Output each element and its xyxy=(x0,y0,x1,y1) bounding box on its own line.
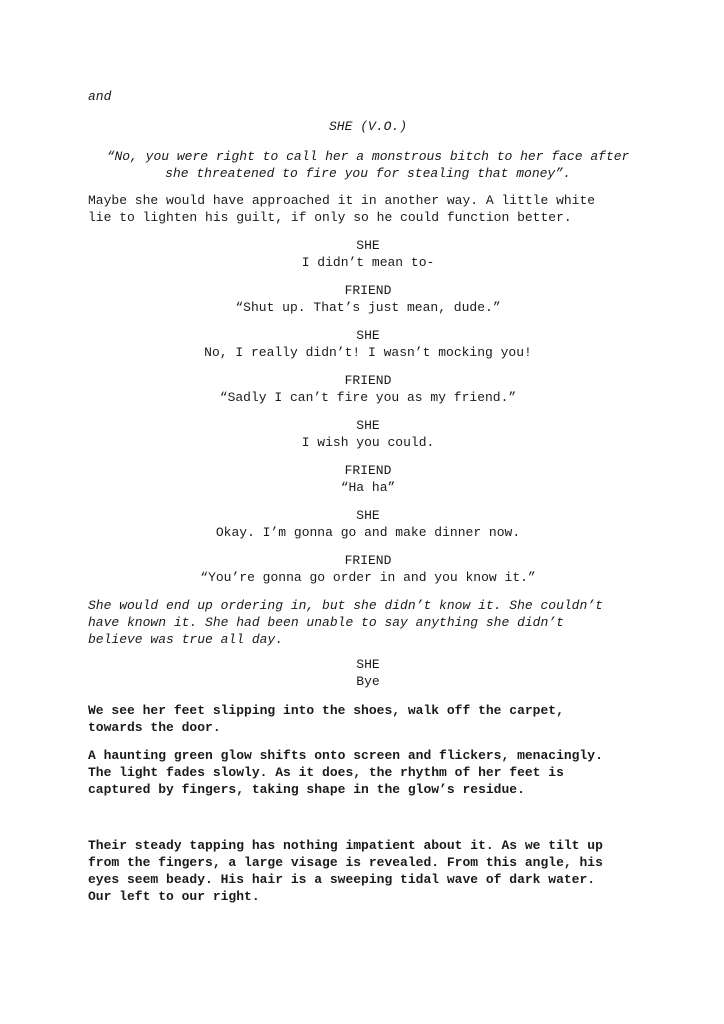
character-name: SHE xyxy=(356,238,380,253)
dialogue-block-2 xyxy=(88,282,648,316)
bold-action-1: We see her feet slipping into the shoes, walk off the carpet, towards the door. xyxy=(88,703,564,735)
dialogue-block-7 xyxy=(88,507,648,541)
character-name: FRIEND xyxy=(344,463,392,478)
character-name: SHE xyxy=(356,657,380,672)
character-name: SHE xyxy=(356,418,380,433)
dialogue-block-5 xyxy=(88,417,648,451)
vo-dialogue: “No, you were right to call her a monstrous bitch to her face after she threatened to fire you for stealing that money”. xyxy=(106,149,630,181)
dialogue-line: I wish you could. xyxy=(301,435,435,450)
dialogue-block-final xyxy=(88,656,648,690)
dialogue-block-8 xyxy=(88,552,648,586)
vo-heading: SHE (V.O.) xyxy=(328,119,407,134)
dialogue-block-1 xyxy=(88,237,648,271)
dialogue-line: “Shut up. That’s just mean, dude.” xyxy=(235,300,501,315)
character-name: FRIEND xyxy=(344,553,392,568)
dialogue-line: “Sadly I can’t fire you as my friend.” xyxy=(219,390,517,405)
dialogue-line: “Ha ha” xyxy=(340,480,396,495)
narration-paragraph: She would end up ordering in, but she didn’t know it. She couldn’t have known it. She had been unable to say anything she didn’t believe was true all day. xyxy=(88,598,603,647)
dialogue-block-3 xyxy=(88,327,648,361)
character-name: SHE xyxy=(356,328,380,343)
character-name: FRIEND xyxy=(344,373,392,388)
character-name: SHE xyxy=(356,508,380,523)
opening-word: and xyxy=(88,89,112,104)
dialogue-line: Okay. I’m gonna go and make dinner now. xyxy=(215,525,521,540)
dialogue-block-4 xyxy=(88,372,648,406)
bold-action-3: Their steady tapping has nothing impatient about it. As we tilt up from the fingers, a large visage is revealed. From this angle, his eyes seem beady. His hair is a sweeping tidal wave of dark water. Our left to our right. xyxy=(88,838,603,904)
bold-action-2: A haunting green glow shifts onto screen and flickers, menacingly. The light fades slowly. As it does, the rhythm of her feet is captured by fingers, taking shape in the glow’s residue. xyxy=(88,748,603,797)
dialogue-line: Bye xyxy=(356,674,380,689)
dialogue-block-6 xyxy=(88,462,648,496)
character-name: FRIEND xyxy=(344,283,392,298)
dialogue-line: I didn’t mean to- xyxy=(301,255,435,270)
dialogue-line: No, I really didn’t! I wasn’t mocking you! xyxy=(204,345,532,360)
dialogue-line: “You’re gonna go order in and you know it.” xyxy=(200,570,536,585)
action-paragraph: Maybe she would have approached it in another way. A little white lie to lighten his guilt, if only so he could function better. xyxy=(88,193,596,225)
